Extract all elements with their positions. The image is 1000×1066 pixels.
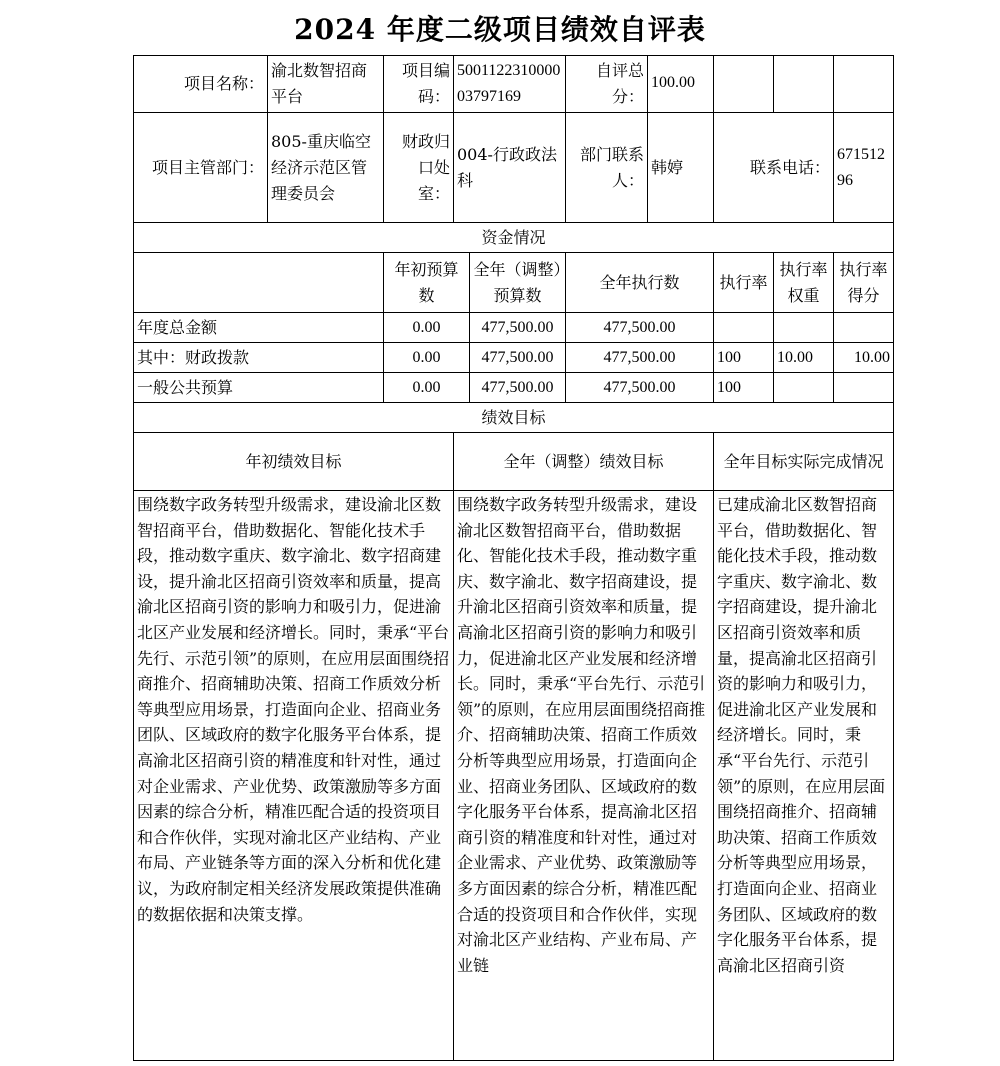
phone-label: 联系电话： bbox=[714, 113, 834, 223]
empty-cell bbox=[834, 56, 894, 113]
funds-row-total bbox=[134, 313, 894, 343]
funds-row-label: 一般公共预算 bbox=[134, 373, 384, 403]
exec-rate-value: 100 bbox=[714, 373, 774, 403]
goals-header-row bbox=[134, 433, 894, 491]
exec-score-value bbox=[834, 373, 894, 403]
empty-cell bbox=[774, 56, 834, 113]
empty-cell bbox=[714, 56, 774, 113]
exec-rate-value bbox=[714, 313, 774, 343]
self-score-value: 100.00 bbox=[648, 56, 714, 113]
goals-section-row bbox=[134, 403, 894, 433]
funds-section-row bbox=[134, 223, 894, 253]
info-row-2 bbox=[134, 113, 894, 223]
adjusted-budget-value: 477,500.00 bbox=[470, 313, 566, 343]
funds-row-label: 年度总金额 bbox=[134, 313, 384, 343]
adjusted-goal-text: 围绕数字政务转型升级需求，建设渝北区数智招商平台，借助数据化、智能化技术手段，推动数字重庆、数字渝北、数字招商建设，提升渝北区招商引资效率和质量，提高渝北区招商引资的影响力和吸引力，促进渝北区产业发展和经济增长。同时，秉承“平台先行、示范引领”的原则，在应用层面围绕招商推介、招商辅助决策、招商工作质效分析等典型应用场景，打造面向企业、招商业务团队、区域政府的数字化服务平台体系，提高渝北区招商引资的精准度和针对性，通过对企业需求、产业优势、政策激励等多方面因素的综合分析，精准匹配合适的投资项目和合作伙伴，实现对渝北区产业结构、产业布局、产业链 bbox=[454, 491, 714, 1061]
exec-weight-value bbox=[774, 313, 834, 343]
initial-budget-value: 0.00 bbox=[384, 313, 470, 343]
initial-budget-header: 年初预算数 bbox=[384, 253, 470, 313]
funds-row-label: 其中：财政拨款 bbox=[134, 343, 384, 373]
adjusted-budget-value: 477,500.00 bbox=[470, 343, 566, 373]
exec-weight-value bbox=[774, 373, 834, 403]
adjusted-budget-header: 全年（调整）预算数 bbox=[470, 253, 566, 313]
initial-budget-value: 0.00 bbox=[384, 343, 470, 373]
finance-office-label: 财政归口处室： bbox=[384, 113, 454, 223]
goals-body-row bbox=[134, 491, 894, 1061]
exec-rate-header: 执行率 bbox=[714, 253, 774, 313]
project-code-value: 500112231000003797169 bbox=[454, 56, 566, 113]
executed-value: 477,500.00 bbox=[566, 343, 714, 373]
adjusted-goal-header: 全年（调整）绩效目标 bbox=[454, 433, 714, 491]
project-code-label: 项目编码： bbox=[384, 56, 454, 113]
funds-row-fiscal bbox=[134, 343, 894, 373]
dept-label: 项目主管部门： bbox=[134, 113, 268, 223]
performance-table bbox=[133, 55, 894, 1061]
exec-weight-value: 10.00 bbox=[774, 343, 834, 373]
info-row-1 bbox=[134, 56, 894, 113]
phone-value: 67151296 bbox=[834, 113, 894, 223]
executed-value: 477,500.00 bbox=[566, 313, 714, 343]
exec-weight-header: 执行率权重 bbox=[774, 253, 834, 313]
initial-budget-value: 0.00 bbox=[384, 373, 470, 403]
exec-rate-value: 100 bbox=[714, 343, 774, 373]
self-score-label: 自评总分： bbox=[566, 56, 648, 113]
page-title: 2024 年度二级项目绩效自评表 bbox=[294, 13, 706, 46]
empty-cell bbox=[134, 253, 384, 313]
project-name-label: 项目名称： bbox=[134, 56, 268, 113]
goals-section-title: 绩效目标 bbox=[134, 403, 894, 433]
actual-completion-header: 全年目标实际完成情况 bbox=[714, 433, 894, 491]
project-name-value: 渝北数智招商平台 bbox=[268, 56, 384, 113]
contact-value: 韩婷 bbox=[648, 113, 714, 223]
exec-score-header: 执行率得分 bbox=[834, 253, 894, 313]
funds-header-row bbox=[134, 253, 894, 313]
initial-goal-header: 年初绩效目标 bbox=[134, 433, 454, 491]
exec-score-value: 10.00 bbox=[834, 343, 894, 373]
funds-section-title: 资金情况 bbox=[134, 223, 894, 253]
exec-score-value bbox=[834, 313, 894, 343]
executed-value: 477,500.00 bbox=[566, 373, 714, 403]
funds-row-general bbox=[134, 373, 894, 403]
contact-label: 部门联系人： bbox=[566, 113, 648, 223]
adjusted-budget-value: 477,500.00 bbox=[470, 373, 566, 403]
actual-completion-text: 已建成渝北区数智招商平台，借助数据化、智能化技术手段，推动数字重庆、数字渝北、数字招商建设，提升渝北区招商引资效率和质量，提高渝北区招商引资的影响力和吸引力，促进渝北区产业发展和经济增长。同时，秉承“平台先行、示范引领”的原则，在应用层面围绕招商推介、招商辅助决策、招商工作质效分析等典型应用场景，打造面向企业、招商业务团队、区域政府的数字化服务平台体系，提高渝北区招商引资 bbox=[714, 491, 894, 1061]
dept-value: 805-重庆临空经济示范区管理委员会 bbox=[268, 113, 384, 223]
executed-header: 全年执行数 bbox=[566, 253, 714, 313]
finance-office-value: 004-行政政法科 bbox=[454, 113, 566, 223]
initial-goal-text: 围绕数字政务转型升级需求，建设渝北区数智招商平台，借助数据化、智能化技术手段，推动数字重庆、数字渝北、数字招商建设，提升渝北区招商引资效率和质量，提高渝北区招商引资的影响力和吸引力，促进渝北区产业发展和经济增长。同时，秉承“平台先行、示范引领”的原则，在应用层面围绕招商推介、招商辅助决策、招商工作质效分析等典型应用场景，打造面向企业、招商业务团队、区域政府的数字化服务平台体系，提高渝北区招商引资的精准度和针对性，通过对企业需求、产业优势、政策激励等多方面因素的综合分析，精准匹配合适的投资项目和合作伙伴，实现对渝北区产业结构、产业布局、产业链条等方面的深入分析和优化建议，为政府制定相关经济发展政策提供准确的数据依据和决策支撑。 bbox=[134, 491, 454, 1061]
